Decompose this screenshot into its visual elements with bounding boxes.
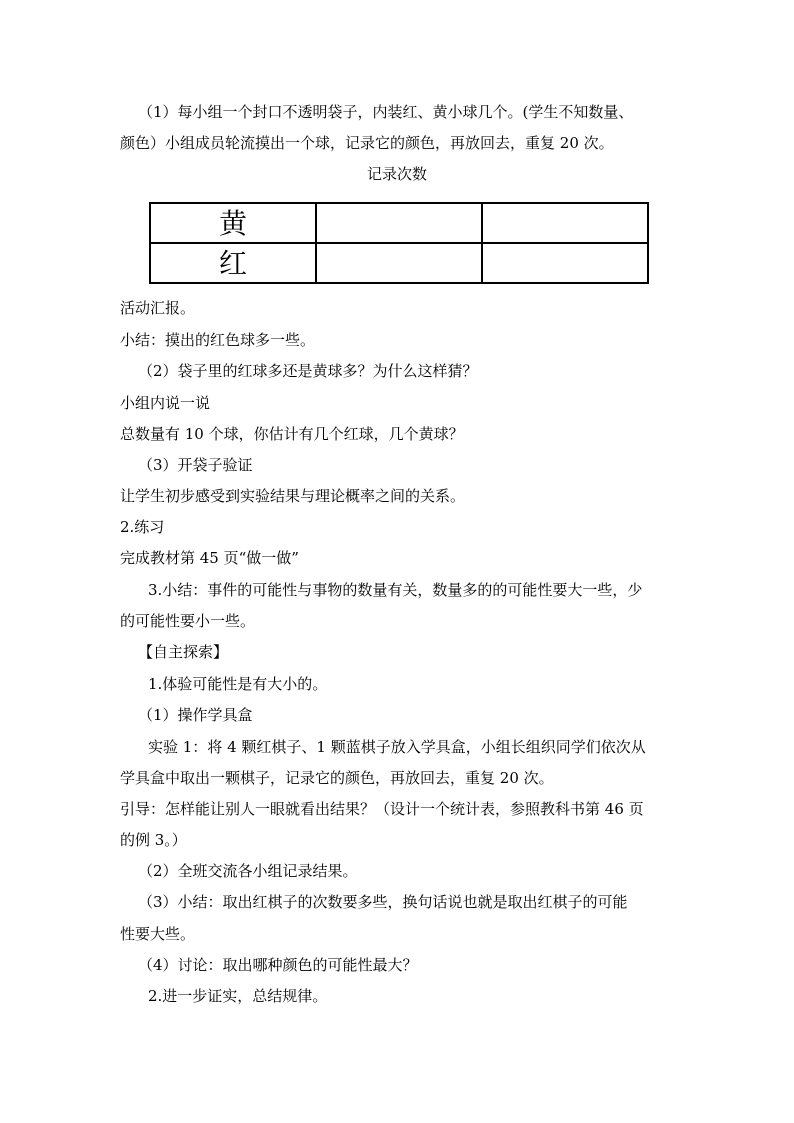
guide-line-1: 引导：怎样能让别人一眼就看出结果？（设计一个统计表，参照教科书第 46 页	[120, 800, 644, 818]
explore-1-4: （4）讨论：取出哪种颜色的可能性最大？	[138, 956, 418, 974]
activity-report: 活动汇报。	[120, 299, 196, 317]
intro-line-1: （1）每小组一个封口不透明袋子，内装红、黄小球几个。(学生不知数量、	[138, 103, 634, 121]
explore-heading: 【自主探索】	[138, 643, 229, 661]
experiment-line-2: 学具盒中取出一颗棋子，记录它的颜色，再放回去，重复 20 次。	[120, 769, 554, 787]
summary-1: 小结：摸出的红色球多一些。	[120, 331, 316, 349]
explore-1-3-line-1: （3）小结：取出红棋子的次数要多些，换句话说也就是取出红棋子的可能	[138, 893, 628, 911]
explore-1-1: （1）操作学具盒	[138, 706, 253, 724]
practice-task: 完成教材第 45 页“做一做”	[120, 549, 299, 567]
explore-2: 2.进一步证实，总结规律。	[148, 987, 328, 1005]
table-row	[150, 243, 648, 283]
explore-1-2: （2）全班交流各小组记录结果。	[138, 862, 358, 880]
table-cell	[482, 203, 648, 243]
estimate-question: 总数量有 10 个球，你估计有几个红球，几个黄球？	[120, 425, 464, 443]
question-3: （3）开袋子验证	[138, 456, 253, 474]
row-label-yellow: 黄	[150, 203, 316, 243]
practice-title: 2.练习	[120, 518, 165, 536]
record-table	[149, 202, 649, 284]
summary-3-line-1: 3.小结：事件的可能性与事物的数量有关，数量多的的可能性要大一些，少	[148, 581, 643, 599]
relation-text: 让学生初步感受到实验结果与理论概率之间的关系。	[120, 487, 466, 505]
explore-1-3-line-2: 性要大些。	[120, 925, 196, 943]
table-cell	[482, 243, 648, 283]
table-caption: 记录次数	[366, 165, 427, 183]
table-cell	[316, 243, 482, 283]
row-label-red: 红	[150, 243, 316, 283]
table-cell	[316, 203, 482, 243]
question-2: （2）袋子里的红球多还是黄球多？为什么这样猜？	[138, 362, 478, 380]
summary-3-line-2: 的可能性要小一些。	[120, 612, 256, 630]
experiment-line-1: 实验 1：将 4 颗红棋子、1 颗蓝棋子放入学具盒，小组长组织同学们依次从	[148, 738, 646, 756]
explore-1: 1.体验可能性是有大小的。	[148, 675, 328, 693]
table-row	[150, 203, 648, 243]
group-talk: 小组内说一说	[120, 394, 211, 412]
intro-line-2: 颜色）小组成员轮流摸出一个球，记录它的颜色，再放回去，重复 20 次。	[120, 134, 614, 152]
guide-line-2: 的例 3。）	[120, 831, 187, 849]
